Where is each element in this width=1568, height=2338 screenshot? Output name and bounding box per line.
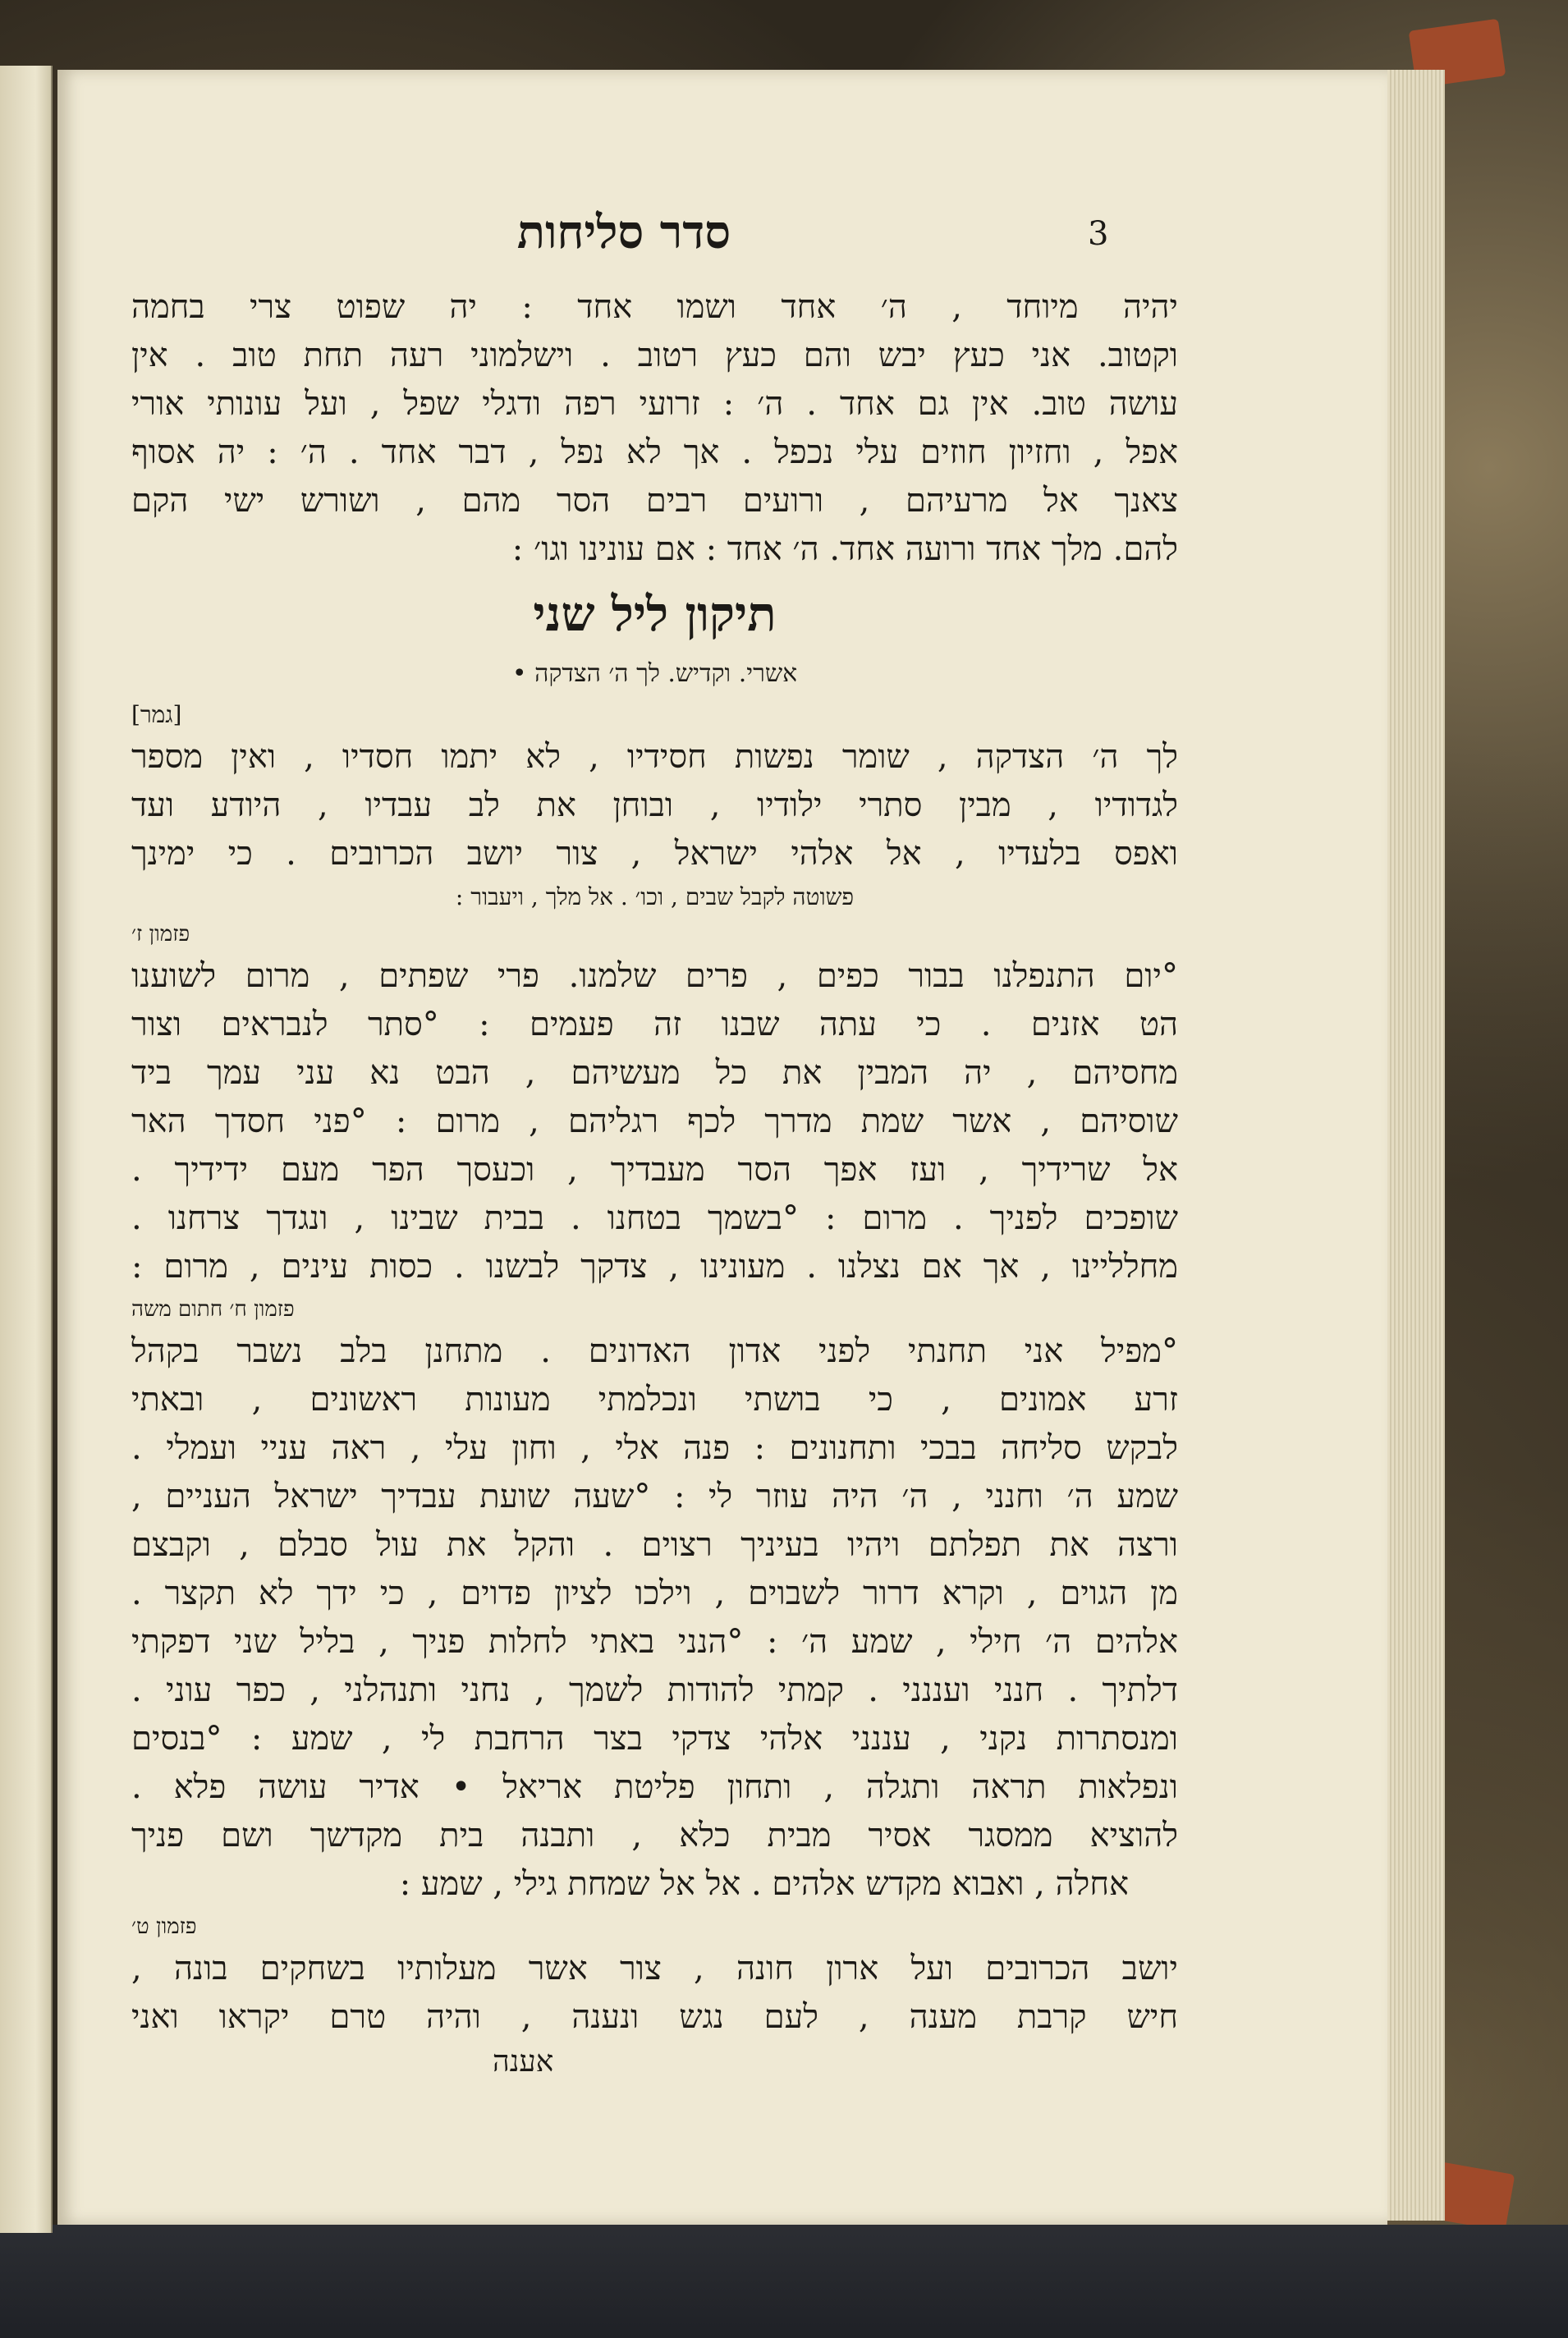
text-line: אל שרידיך , ועז אפך הסר מעבדיך , וכעסך הפר מעם ידידיך . xyxy=(131,1151,1178,1189)
text-line: ומנסתרות נקני , עננני אלהי צדקי בצר הרחבת לי , שמע : °בנסים xyxy=(131,1720,1178,1758)
text-line: לך ה׳ הצדקה , שומר נפשות חסידיו , לא יתמו חסדיו , ואין מספר xyxy=(131,738,1178,776)
gomer-marker: [גמר] xyxy=(131,701,182,728)
text-line: להוציא ממסגר אסיר מבית כלא , ותבנה בית מקדשך ושם פניך xyxy=(131,1817,1178,1854)
text-line: חיש קרבת מענה , לעם נגש ונענה , והיה טרם יקראו ואני xyxy=(131,1998,1178,2036)
text-line: לבקש סליחה בבכי ותחנונים : פנה אלי , וחון עלי , ראה עניי ועמלי . xyxy=(131,1429,1178,1467)
text-line: שופכים לפניך . מרום : °בשמך בטחנו . בבית שבינו , ונגדך צרחנו . xyxy=(131,1199,1178,1237)
text-line: אלהים ה׳ חילי , שמע ה׳ : °הנני באתי לחלות פניך , בליל שני דפקתי xyxy=(131,1623,1178,1661)
page-number: 3 xyxy=(1088,215,1109,253)
text-line: דלתיך . חנני ועננני . קמתי להודות לשמך , נחני ותנהלני , כפר עוני . xyxy=(131,1671,1178,1709)
running-header-title: סדר סליחות xyxy=(516,205,731,259)
text-line: מחסיהם , יה המבין את כל מעשיהם , הבט נא עני עמך ביד xyxy=(131,1054,1178,1092)
text-line: מחלליינו , אך אם נצלנו . מעונינו , צדקך לבשנו . כסות עינים , מרום : xyxy=(131,1248,1178,1286)
text-line: °יום התנפלנו בבור כפים , פרים שלמנו. פרי שפתים , מרום לשוענו xyxy=(131,957,1178,995)
text-line: אענה xyxy=(493,2045,554,2079)
paragraph-block-3 xyxy=(131,952,1178,1291)
paragraph-block-5 xyxy=(131,1945,1178,2083)
page-text xyxy=(131,283,1178,2083)
paragraph-block-2 xyxy=(131,733,1178,916)
text-line: פשוטה לקבל שבים , וכו׳ . אל מלך , ויעבור : xyxy=(455,883,855,910)
text-line: שמע ה׳ וחנני , ה׳ היה עוזר לי : °שעה שועת עבדיך ישראל העניים , xyxy=(131,1478,1178,1515)
text-line: צאנך אל מרעיהם , ורועים רבים הסר מהם , ושורש ישי הקם xyxy=(131,482,1178,520)
bottom-board xyxy=(0,2225,1568,2338)
text-line: לגדודיו , מבין סתרי ילודיו , ובוחן את לב עבדיו , היודע ועד xyxy=(131,786,1178,824)
paragraph-block-1 xyxy=(131,283,1178,574)
text-line: שוסיהם , אשר שמת מדרך לכף רגליהם , מרום : °פני חסדך האר xyxy=(131,1103,1178,1140)
text-line: ואפס בלעדיו , אל אלהי ישראל , צור יושב הכרובים . כי ימינך xyxy=(131,835,1178,873)
pizmon-7-label: פזמון ז׳ xyxy=(131,922,190,947)
text-line: אפל , וחזיון חוזים עלי נכפל . אך לא נפל , דבר אחד . ה׳ : יה אסוף xyxy=(131,433,1178,471)
left-page-edge xyxy=(0,66,53,2233)
text-line: °מפיל אני תחנתי לפני אדון האדונים . מתחנן בלב נשבר בקהל xyxy=(131,1332,1178,1370)
text-line: זרע אמונים , כי בושתי ונכלמתי מעונות ראשונים , ובאתי xyxy=(131,1381,1178,1419)
text-line: ורצה את תפלתם ויהיו בעיניך רצוים . והקל את עול סבלם , וקבצם xyxy=(131,1526,1178,1564)
text-line: להם. מלך אחד ורועה אחד. ה׳ אחד : אם עונינו וגו׳ : xyxy=(511,530,1178,568)
page-edges xyxy=(1379,70,1445,2221)
text-line: יהיה מיוחד , ה׳ אחד ושמו אחד : יה שפוט צרי בחמה xyxy=(131,288,1178,326)
pizmon-8-label: פזמון ח׳ חתום משה xyxy=(131,1297,295,1322)
text-line: מן הגוים , וקרא דרור לשבוים , וילכו לציון פדוים , כי ידך לא תקצר . xyxy=(131,1575,1178,1612)
text-line: וקטוב. אני כעץ יבש והם כעץ רטוב . וישלמוני רעה תחת טוב . אין xyxy=(131,337,1178,374)
text-line: יושב הכרובים ועל ארון חונה , צור אשר מעלותיו בשחקים בונה , xyxy=(131,1950,1178,1987)
paragraph-block-4 xyxy=(131,1327,1178,1909)
text-line: אחלה , ואבוא מקדש אלהים . אל אל שמחת גילי , שמע : xyxy=(399,1865,1129,1903)
section-subtitle: אשרי. וקדיש. לך ה׳ הצדקה • xyxy=(511,659,798,688)
text-line: הט אזנים . כי עתה שבנו זה פעמים : °סתר לנבראים וצור xyxy=(131,1006,1178,1043)
section-title: תיקון ליל שני xyxy=(533,586,777,642)
pizmon-9-label: פזמון ט׳ xyxy=(131,1914,197,1939)
text-line: ונפלאות תראה ותגלה , ותחון פליטת אריאל • אדיר עושה פלא . xyxy=(131,1768,1178,1806)
text-line: עושה טוב. אין גם אחד . ה׳ : זרועי רפה ודגלי שפל , ועל עונותי אורי xyxy=(131,385,1178,423)
